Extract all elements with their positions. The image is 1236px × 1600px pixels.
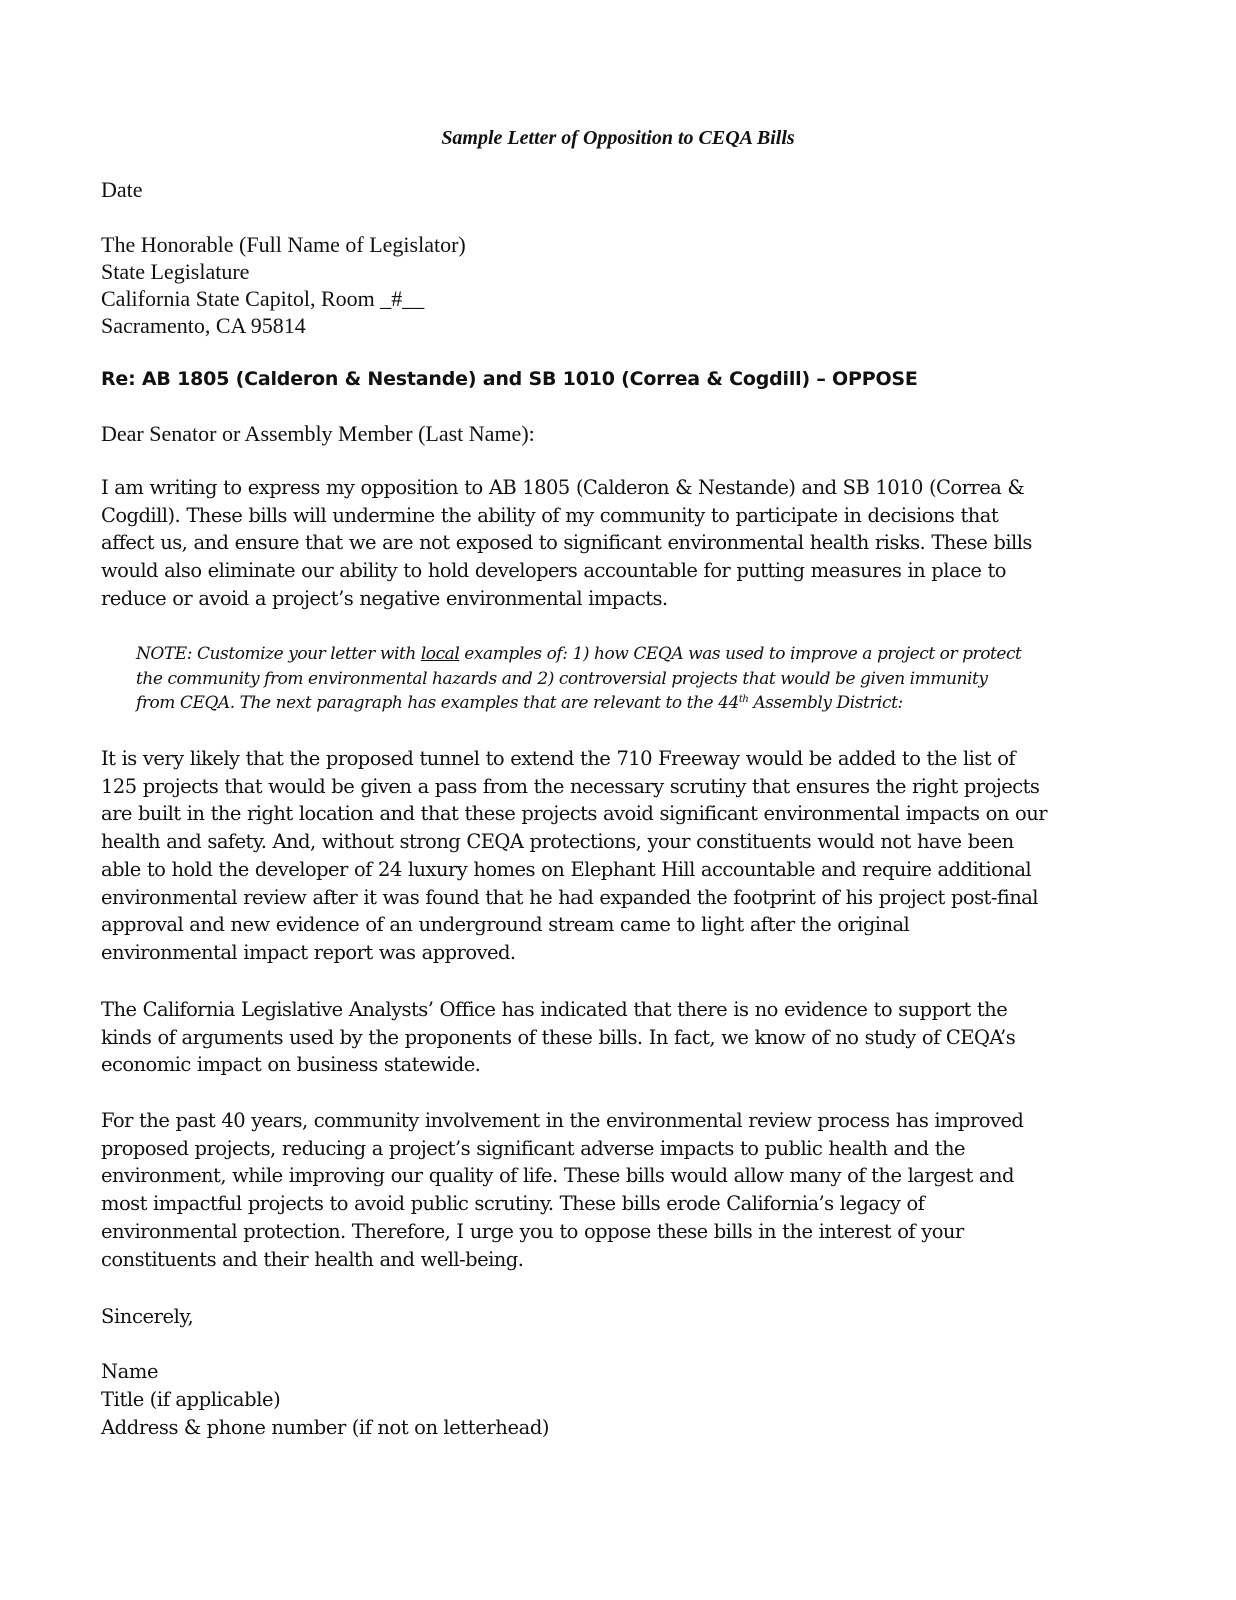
address-line: State Legislature — [101, 259, 250, 284]
paragraph-line: reduce or avoid a project’s negative environmental impacts. — [101, 586, 668, 610]
address-line: California State Capitol, Room _#__ — [101, 286, 425, 311]
paragraph-line: It is very likely that the proposed tunnel to extend the 710 Freeway would be added to the list of — [101, 747, 1016, 770]
paragraph-line: would also eliminate our ability to hold developers accountable for putting measures in place to — [101, 559, 1006, 583]
signature-line: Name — [101, 1360, 159, 1383]
address-line: The Honorable (Full Name of Legislator) — [101, 232, 466, 257]
note-line — [136, 691, 1116, 716]
paragraph-line: I am writing to express my opposition to AB 1805 (Calderon & Nestande) and SB 1010 (Correa & — [101, 476, 1025, 499]
note-text: from CEQA. The next paragraph has examples that are relevant to the 44 — [136, 693, 739, 713]
paragraph-line: environmental review after it was found that he had expanded the footprint of his project post-final — [101, 885, 1038, 909]
paragraph-line: most impactful projects to avoid public scrutiny. These bills erode California’s legacy of — [101, 1192, 925, 1216]
paragraph-line: For the past 40 years, community involvement in the environmental review process has improved — [101, 1109, 1024, 1132]
subject-line: Re: AB 1805 (Calderon & Nestande) and SB 1010 (Correa & Cogdill) – OPPOSE — [101, 368, 918, 390]
body-paragraph-2 — [101, 745, 1121, 967]
customization-note — [136, 642, 1116, 716]
note-underlined-word: local — [420, 644, 460, 664]
letter-title: Sample Letter of Opposition to CEQA Bills — [441, 127, 795, 149]
signature-line: Address & phone number (if not on letterhead) — [101, 1416, 550, 1439]
body-paragraph-1 — [101, 474, 1121, 613]
date-line: Date — [101, 177, 143, 202]
paragraph-line: able to hold the developer of 24 luxury homes on Elephant Hill accountable and require additional — [101, 857, 1032, 881]
paragraph-line: kinds of arguments used by the proponents of these bills. In fact, we know of no study of CEQA’s — [101, 1025, 1016, 1049]
paragraph-line: are built in the right location and that these projects avoid significant environmental impacts on our — [101, 802, 1047, 826]
address-line: Sacramento, CA 95814 — [101, 313, 306, 338]
note-line — [136, 642, 1116, 667]
paragraph-line: environment, while improving our quality of life. These bills would allow many of the largest and — [101, 1164, 1014, 1188]
closing: Sincerely, — [101, 1305, 194, 1328]
paragraph-line: The California Legislative Analysts’ Office has indicated that there is no evidence to support the — [101, 998, 1008, 1021]
note-text: Assembly District: — [748, 693, 903, 713]
signature-line: Title (if applicable) — [101, 1388, 281, 1411]
paragraph-line: 125 projects that would be given a pass from the necessary scrutiny that ensures the right projects — [101, 774, 1040, 798]
ordinal-superscript: th — [738, 694, 749, 705]
note-text: examples of: 1) how CEQA was used to improve a project or protect — [459, 644, 1022, 664]
paragraph-line: economic impact on business statewide. — [101, 1053, 481, 1077]
paragraph-line: health and safety. And, without strong CEQA protections, your constituents would not have been — [101, 830, 1014, 854]
paragraph-line: Cogdill). These bills will undermine the ability of my community to participate in decisions that — [101, 503, 999, 527]
paragraph-line: environmental impact report was approved. — [101, 940, 516, 964]
body-paragraph-4 — [101, 1107, 1121, 1273]
paragraph-line: proposed projects, reducing a project’s significant adverse impacts to public health and the — [101, 1136, 965, 1160]
paragraph-line: constituents and their health and well-being. — [101, 1247, 524, 1271]
paragraph-line: approval and new evidence of an underground stream came to light after the original — [101, 913, 910, 937]
note-text: NOTE: Customize your letter with — [136, 644, 421, 664]
note-line: the community from environmental hazards and 2) controversial projects that would be given immunity — [136, 668, 988, 689]
paragraph-line: environmental protection. Therefore, I urge you to oppose these bills in the interest of your — [101, 1219, 964, 1243]
salutation: Dear Senator or Assembly Member (Last Name): — [101, 421, 535, 446]
body-paragraph-3 — [101, 996, 1121, 1079]
paragraph-line: affect us, and ensure that we are not exposed to significant environmental health risks. These bills — [101, 531, 1032, 555]
